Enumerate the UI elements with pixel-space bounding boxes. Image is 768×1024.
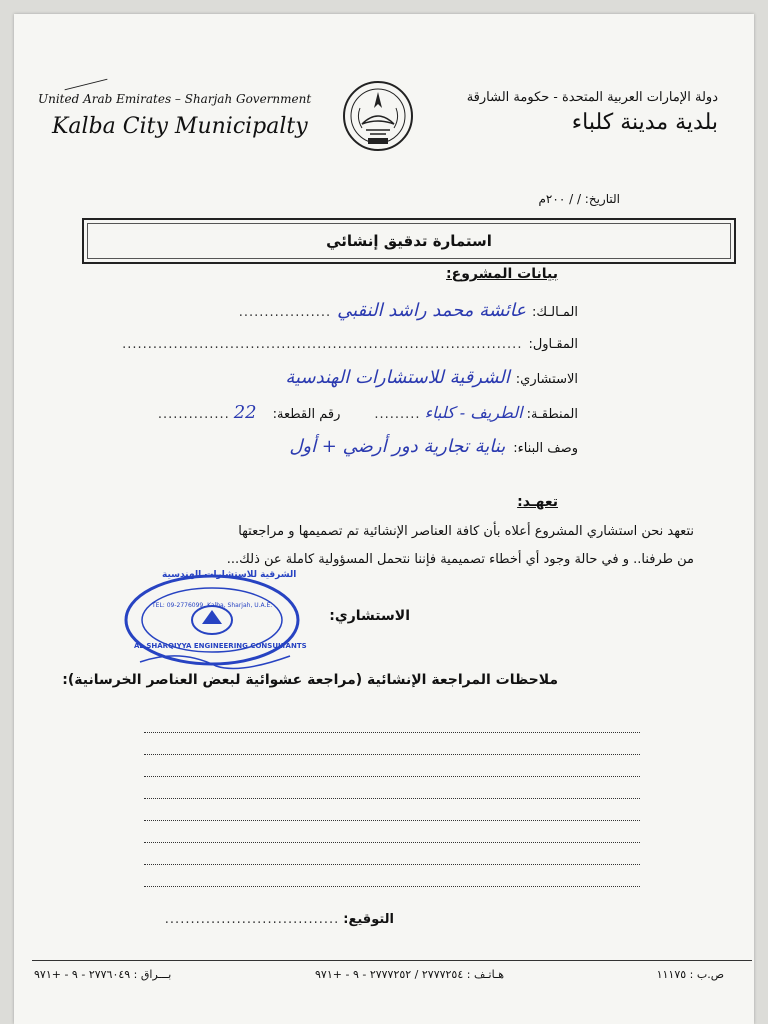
header-arabic-municipality: بلدية مدينة كلباء [571, 110, 718, 135]
form-title: استمارة تدقيق إنشائي [87, 223, 731, 259]
municipality-seal-icon [340, 78, 416, 154]
footer-pobox: ص.ب : ١١١٧٥ [656, 968, 724, 981]
contractor-field [122, 337, 578, 352]
notes-line [144, 732, 640, 733]
consultant-label: الاستشاري: [515, 372, 578, 387]
notes-line [144, 864, 640, 865]
undertaking-line-1: نتعهد نحن استشاري المشروع أعلاه بأن كافة العناصر الإنشائية تم تصميمها و مراجعتها [238, 524, 694, 539]
project-data-heading: بيانات المشروع: [446, 266, 558, 282]
footer-fax: بـــراق : ٢٧٧٦٠٤٩ - ٩ - +٩٧١ [34, 968, 172, 981]
structural-review-notes-heading: ملاحظات المراجعة الإنشائية (مراجعة عشوائية لبعض العناصر الخرسانية): [62, 672, 558, 688]
owner-dots: .................. [238, 305, 332, 320]
notes-line [144, 842, 640, 843]
plot-value: 22 [233, 402, 257, 423]
consultant-value: الشرقية للاستشارات الهندسية [285, 367, 510, 388]
header-english-government: United Arab Emirates – Sharjah Government [38, 92, 312, 106]
undertaking-text [94, 518, 694, 574]
building-description-field [289, 436, 578, 457]
stamp-tel-text: TEL: 09-2776099, Kalba, Sharjah, U.A.E. [152, 602, 273, 609]
notes-line [144, 820, 640, 821]
stamp-arabic-text: الشرقية للاستشارات الهندسية [162, 570, 297, 580]
plot-label: رقم القطعة: [272, 407, 341, 422]
area-value: الطريف - كلباء [424, 403, 523, 422]
owner-value: عائشة محمد راشد النقبي [337, 300, 527, 321]
area-field [158, 402, 578, 423]
footer-divider [32, 960, 752, 961]
signature-dots: .................................. [164, 912, 340, 927]
owner-label: المـالـك: [532, 305, 578, 320]
owner-field [239, 300, 578, 321]
header-arabic-government: دولة الإمارات العربية المتحدة - حكومة الشارقة [466, 90, 718, 105]
header-english-municipality: Kalba City Municipalty [52, 114, 308, 139]
area-dots: ......... [374, 407, 421, 422]
form-page [14, 14, 754, 1024]
undertaking-heading: تعهـد: [517, 494, 558, 510]
pen-stroke [65, 79, 108, 91]
stamp-english-text: AL SHARQIYYA ENGINEERING CONSULTANTS [134, 642, 307, 650]
footer-phone: هـاتـف : ٢٧٧٧٢٥٤ / ٢٧٧٧٢٥٢ - ٩ - +٩٧١ [315, 968, 504, 981]
consultant-sign-label: الاستشاري: [329, 608, 410, 624]
contractor-label: المقـاول: [528, 337, 578, 352]
consultant-field [285, 367, 578, 388]
notes-line [144, 798, 640, 799]
form-title-box [82, 218, 736, 264]
signature-label: التوقيع: [343, 912, 394, 927]
plot-dots: .............. [157, 407, 230, 422]
undertaking-line-2: من طرفنا.. و في حالة وجود أي أخطاء تصميمية فإننا نتحمل المسؤولية كاملة عن ذلك... [226, 552, 694, 567]
notes-line [144, 776, 640, 777]
contractor-dots: .............................................................................. [122, 337, 523, 352]
notes-line [144, 886, 640, 887]
notes-line [144, 754, 640, 755]
area-label: المنطقـة: [526, 407, 578, 422]
building-description-label: وصف البناء: [513, 441, 578, 456]
date-field: التاريخ: / / ٢٠٠م [538, 192, 620, 206]
signature-field [165, 912, 394, 927]
building-description-value: بناية تجارية دور أرضي + أول [289, 436, 506, 457]
consultant-stamp-icon [120, 570, 310, 680]
